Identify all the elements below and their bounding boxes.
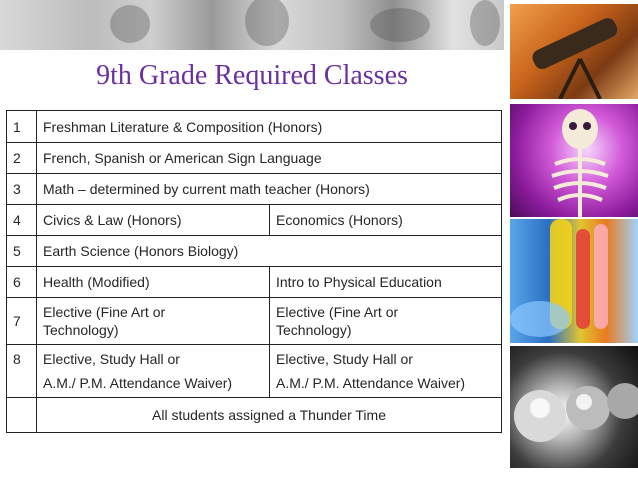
class-cell: Economics (Honors) [270, 205, 502, 236]
table-row [7, 267, 502, 298]
table-row [7, 205, 502, 236]
test-tubes-image [510, 219, 638, 343]
row-number: 8 [7, 345, 37, 398]
class-line: Elective (Fine Art or [43, 304, 166, 320]
row-number: 1 [7, 111, 37, 143]
class-cell: Math – determined by current math teacher (Honors) [37, 174, 502, 205]
class-line: A.M./ P.M. Attendance Waiver) [276, 375, 466, 391]
class-cell: Freshman Literature & Composition (Honors) [37, 111, 502, 143]
telescope-image [510, 4, 638, 99]
row-number: 2 [7, 143, 37, 174]
class-cell: Health (Modified) [37, 267, 270, 298]
class-cell: Earth Science (Honors Biology) [37, 236, 502, 267]
row-number: 7 [7, 298, 37, 345]
classes-table [6, 110, 502, 433]
skeleton-image [510, 104, 638, 217]
class-cell: French, Spanish or American Sign Language [37, 143, 502, 174]
class-line: Technology) [276, 322, 352, 338]
class-cell [37, 298, 270, 345]
table-row [7, 174, 502, 205]
class-cell [270, 345, 502, 398]
class-line: A.M./ P.M. Attendance Waiver) [43, 375, 233, 391]
row-number: 5 [7, 236, 37, 267]
class-cell [37, 345, 270, 398]
table-row [7, 236, 502, 267]
table-row [7, 298, 502, 345]
footer-note: All students assigned a Thunder Time [37, 398, 502, 433]
class-line: Elective, Study Hall or [276, 351, 413, 367]
row-number: 6 [7, 267, 37, 298]
class-line: Elective (Fine Art or [276, 304, 399, 320]
class-line: Technology) [43, 322, 119, 338]
table-row [7, 345, 502, 398]
class-cell [270, 298, 502, 345]
table-row [7, 398, 502, 433]
class-cell: Civics & Law (Honors) [37, 205, 270, 236]
row-number: 3 [7, 174, 37, 205]
table-row [7, 143, 502, 174]
row-number [7, 398, 37, 433]
newtons-cradle-image [510, 346, 638, 468]
row-number: 4 [7, 205, 37, 236]
header-photo-strip [0, 0, 504, 50]
page-title: 9th Grade Required Classes [96, 60, 408, 91]
class-cell: Intro to Physical Education [270, 267, 502, 298]
table-row [7, 111, 502, 143]
class-line: Elective, Study Hall or [43, 351, 180, 367]
